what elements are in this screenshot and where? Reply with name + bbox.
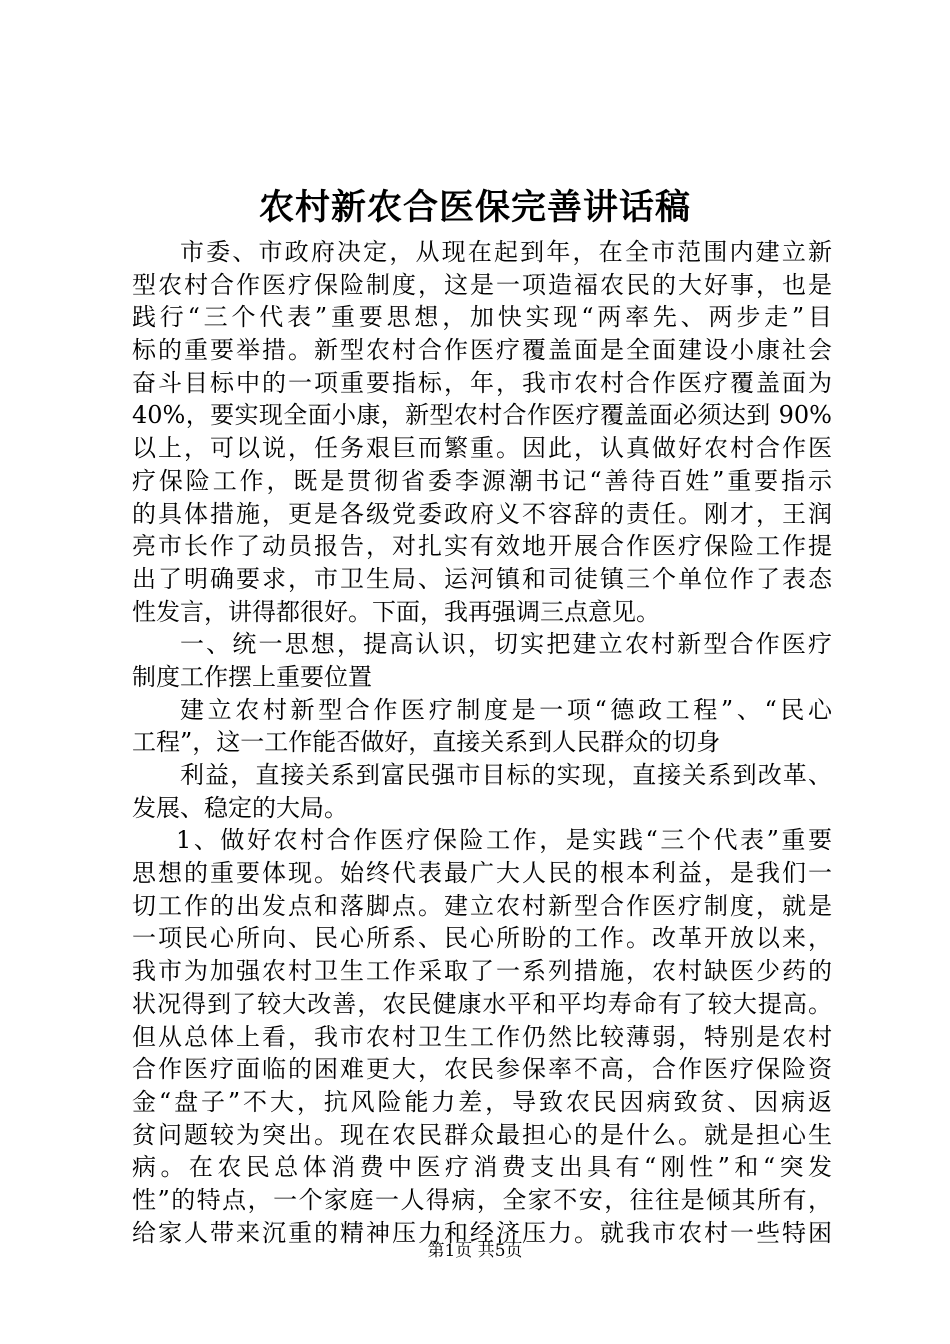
- text-line: 40%，要实现全面小康，新型农村合作医疗覆盖面必须达到 90%: [132, 401, 832, 430]
- text-line: 1、做好农村合作医疗保险工作，是实践“三个代表”重要: [176, 826, 832, 855]
- text-line: 的具体措施，更是各级党委政府义不容辞的责任。刚才，王润: [132, 499, 832, 528]
- text-line: 市委、市政府决定，从现在起到年，在全市范围内建立新: [180, 238, 832, 266]
- text-line: 病。在农民总体消费中医疗消费支出具有“刚性”和“突发: [132, 1153, 832, 1182]
- text-line: 贫问题较为突出。现在农民群众最担心的是什么。就是担心生: [132, 1120, 832, 1149]
- text-line: 奋斗目标中的一项重要指标，年，我市农村合作医疗覆盖面为: [132, 368, 832, 397]
- text-line: 给家人带来沉重的精神压力和经济压力。就我市农村一些特困: [132, 1218, 832, 1247]
- text-line: 发展、稳定的大局。: [132, 793, 348, 822]
- text-line: 建立农村新型合作医疗制度是一项“德政工程”、“民心: [180, 695, 832, 724]
- text-line: 以上，可以说，任务艰巨而繁重。因此，认真做好农村合作医: [132, 434, 832, 463]
- text-line: 思想的重要体现。始终代表最广大人民的根本利益，是我们一: [132, 859, 832, 888]
- page-number: 第1页 共5页: [427, 1241, 523, 1261]
- text-line: 性”的特点，一个家庭一人得病，全家不安，往往是倾其所有，: [132, 1185, 832, 1214]
- text-line: 工程”，这一工作能否做好，直接关系到人民群众的切身: [132, 728, 721, 757]
- text-line: 利益，直接关系到富民强市目标的实现，直接关系到改革、: [180, 761, 832, 789]
- text-line: 状况得到了较大改善，农民健康水平和平均寿命有了较大提高。: [132, 989, 832, 1018]
- text-line: 我市为加强农村卫生工作采取了一系列措施，农村缺医少药的: [132, 957, 832, 986]
- text-line: 但从总体上看，我市农村卫生工作仍然比较薄弱，特别是农村: [132, 1022, 832, 1051]
- text-line: 切工作的出发点和落脚点。建立农村新型合作医疗制度，就是: [132, 891, 832, 920]
- text-line: 出了明确要求，市卫生局、运河镇和司徒镇三个单位作了表态: [132, 564, 832, 593]
- section-heading-line: 一、统一思想，提高认识，切实把建立农村新型合作医疗: [180, 630, 832, 659]
- text-line: 性发言，讲得都很好。下面，我再强调三点意见。: [132, 597, 660, 626]
- text-line: 金“盘子”不大，抗风险能力差，导致农民因病致贫、因病返: [132, 1087, 832, 1116]
- text-line: 合作医疗面临的困难更大，农民参保率不高，合作医疗保险资: [132, 1055, 832, 1084]
- text-line: 疗保险工作，既是贯彻省委李源潮书记“善待百姓”重要指示: [132, 466, 832, 495]
- text-line: 标的重要举措。新型农村合作医疗覆盖面是全面建设小康社会: [132, 336, 832, 365]
- text-line: 一项民心所向、民心所系、民心所盼的工作。改革开放以来，: [132, 924, 832, 953]
- text-line: 践行“三个代表”重要思想，加快实现“两率先、两步走”目: [132, 303, 832, 332]
- document-body: [132, 236, 832, 1249]
- section-heading-line: 制度工作摆上重要位置: [132, 662, 372, 691]
- document-title: 农村新农合医保完善讲话稿: [258, 187, 691, 228]
- text-line: 亮市长作了动员报告，对扎实有效地开展合作医疗保险工作提: [132, 532, 832, 561]
- text-line: 型农村合作医疗保险制度，这是一项造福农民的大好事，也是: [132, 270, 832, 299]
